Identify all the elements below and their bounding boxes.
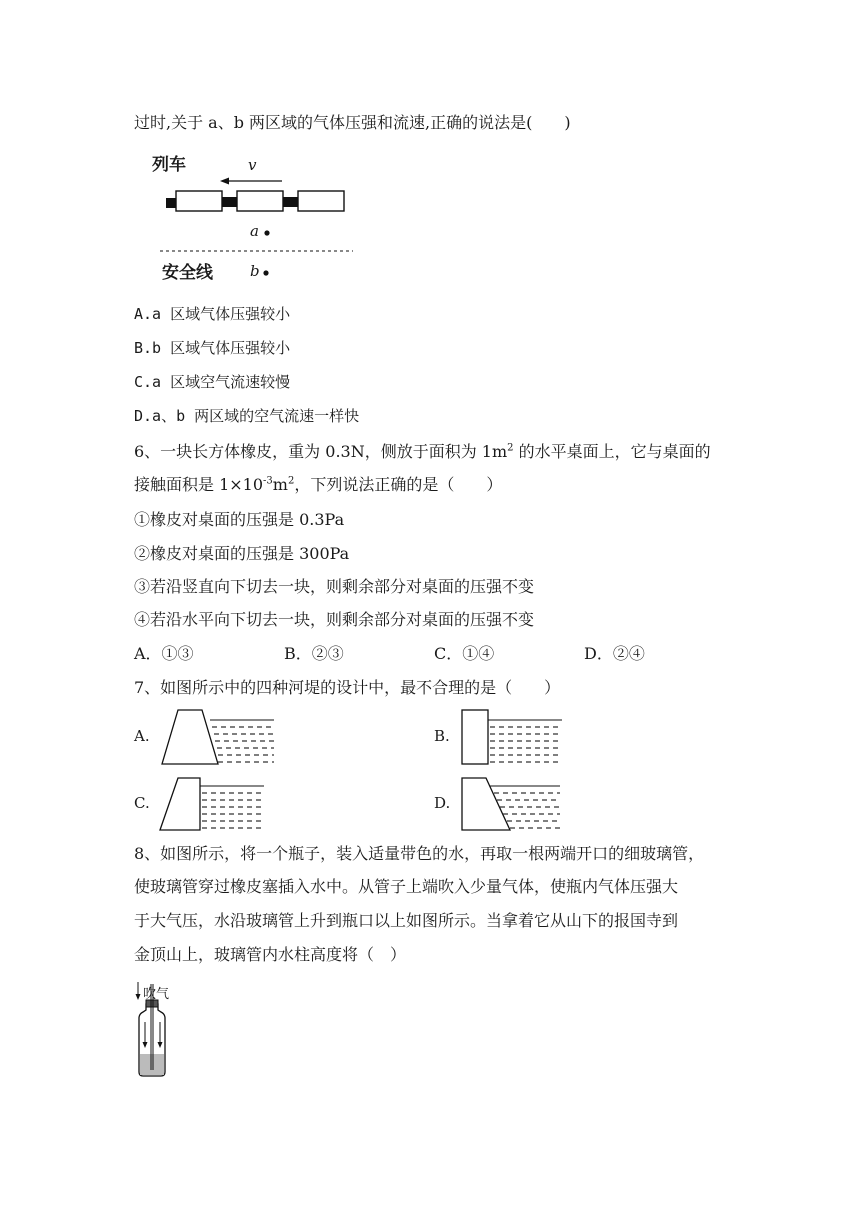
levee-b bbox=[458, 706, 568, 768]
velocity-arrow bbox=[220, 178, 282, 185]
bottle-figure bbox=[134, 978, 204, 1080]
q6-option-d: D．②④ bbox=[584, 644, 645, 663]
q8-line-4: 金顶山上，玻璃管内水柱高度将（ ） bbox=[134, 945, 407, 964]
train-label: 列车 bbox=[152, 155, 186, 175]
safety-line-label: 安全线 bbox=[162, 263, 213, 283]
q5-option-a: A.a 区域气体压强较小 bbox=[134, 305, 291, 323]
q5-option-d: D.a、b 两区域的空气流速一样快 bbox=[134, 407, 360, 425]
q6-statement-2: ②橡皮对桌面的压强是 300Pa bbox=[134, 544, 350, 563]
q8-line-1: 8、如图所示，将一个瓶子，装入适量带色的水，再取一根两端开口的细玻璃管， bbox=[134, 844, 705, 863]
q6-option-c: C．①④ bbox=[434, 644, 495, 663]
q6-stem-line1: 6、一块长方体橡皮，重为 0.3N，侧放于面积为 $1m^2$ 的水平桌面上，它与桌面的 bbox=[134, 442, 711, 461]
q7-stem: 7、如图所示中的四种河堤的设计中，最不合理的是（ ） bbox=[134, 678, 561, 697]
point-b-label: b bbox=[250, 262, 260, 280]
q5-option-b: B.b 区域气体压强较小 bbox=[134, 339, 291, 357]
q6-statement-1: ①橡皮对桌面的压强是 0.3Pa bbox=[134, 510, 345, 529]
train-figure bbox=[150, 148, 365, 283]
q7-label-c: C. bbox=[134, 794, 150, 812]
levee-c bbox=[154, 772, 268, 834]
q8-line-3: 于大气压，水沿玻璃管上升到瓶口以上如图所示。当拿着它从山下的报国寺到 bbox=[134, 911, 679, 930]
levee-d bbox=[458, 772, 564, 834]
levee-a bbox=[158, 706, 278, 768]
q7-label-a: A. bbox=[134, 727, 150, 745]
point-a-label: a bbox=[250, 222, 259, 240]
q6-stem-line2: 接触面积是 $1\times 10^{-3}m^2$，下列说法正确的是（ ） bbox=[134, 475, 503, 494]
q7-label-d: D. bbox=[434, 794, 451, 812]
q8-line-2: 使玻璃管穿过橡皮塞插入水中。从管子上端吹入少量气体，使瓶内气体压强大 bbox=[134, 877, 679, 896]
q7-label-b: B. bbox=[434, 727, 450, 745]
train-cars bbox=[166, 191, 344, 211]
q6-option-a: A．①③ bbox=[134, 644, 194, 663]
q5-stem: 过时,关于 a、b 两区域的气体压强和流速,正确的说法是( ) bbox=[134, 113, 571, 132]
velocity-label: v bbox=[248, 156, 257, 174]
point-b-dot bbox=[263, 270, 268, 275]
q6-statement-3: ③若沿竖直向下切去一块，则剩余部分对桌面的压强不变 bbox=[134, 577, 535, 596]
q5-option-c: C.a 区域空气流速较慢 bbox=[134, 373, 291, 391]
q6-statement-4: ④若沿水平向下切去一块，则剩余部分对桌面的压强不变 bbox=[134, 610, 535, 629]
blow-label: 吹气 bbox=[143, 987, 170, 1002]
q6-option-b: B．②③ bbox=[284, 644, 344, 663]
point-a-dot bbox=[264, 230, 269, 235]
